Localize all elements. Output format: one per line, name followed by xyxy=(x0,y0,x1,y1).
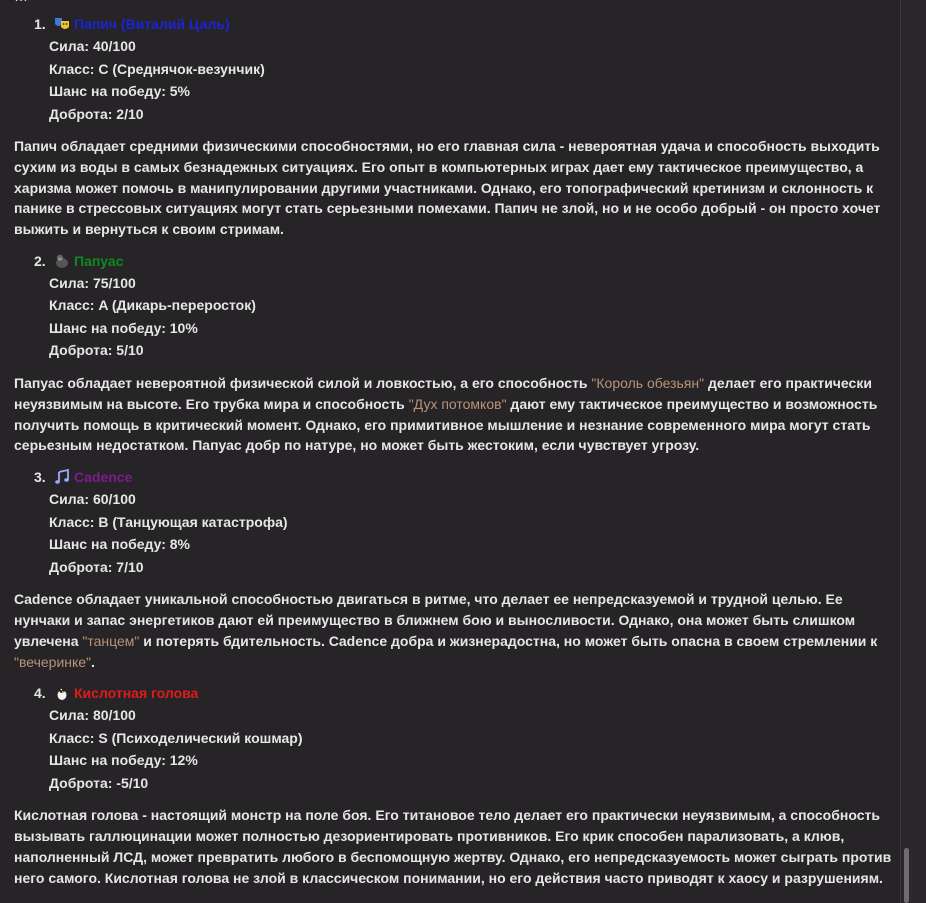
list-number: 1. xyxy=(34,16,46,32)
description-text: Папич обладает средними физическими способностями, но его главная сила - невероятная удача и способность выходить сухим из воды в самых безнадежных ситуациях. Его опыт в компьютерных играх дает ему тактическое преимущество, а харизма может помочь в манипулировании другими участниками. Однако, его топографический кретинизм и склонность к панике в стрессовых ситуациях могут стать серьезными помехами. Папич не злой, но и не особо добрый - он просто хочет выжить и вернуться к своим стримам. xyxy=(14,138,881,238)
clipped-intro-line xyxy=(14,0,894,3)
description-text: Cadence обладает уникальной способностью двигаться в ритме, что делает ее непредсказуемой и трудной целью. Ее нунчаки и запас энергетиков дают ей преимущество в ближнем бою и выносливости. Однако, она может быть слишком увлечена xyxy=(14,591,856,649)
quoted-ability: "вечеринке" xyxy=(14,653,92,670)
character-entry xyxy=(14,682,894,888)
theater-masks-icon xyxy=(52,16,72,32)
stat-line: Класс: C (Среднячок-везунчик) xyxy=(49,60,265,77)
scrollbar-thumb[interactable] xyxy=(904,848,909,903)
stat-line: Сила: 40/100 xyxy=(49,38,136,54)
character-description xyxy=(14,589,894,672)
description-text: дают ему тактическое преимущество и возможность получить помощь в критический момент. Однако, его примитивное мышление и незнание современного мира могут стать серьезным недостатком. Папуас добр по натуре, но может быть жестоким, если чувствует угрозу. xyxy=(14,395,878,454)
quoted-ability: "Дух потомков" xyxy=(408,395,507,412)
stat-line: Доброта: 2/10 xyxy=(49,105,144,122)
character-heading xyxy=(14,13,894,35)
character-list xyxy=(14,13,894,889)
character-name: Cadence xyxy=(74,469,133,486)
description-text: Кислотная голова - настоящий монстр на поле боя. Его титановое тело делает его практически неуязвимым, а способность вызывать галлюцинации может полностью дезориентировать противников. Его крик способен парализовать, а клюв, наполненный ЛСД, может превратить любого в беспомощную жертву. Однако, его непредсказуемость может сыграть против него самого. Кислотная голова не злой в классическом понимании, но его действия часто приводят к хаосу и разрушениям. xyxy=(14,807,892,886)
stat-line: Шанс на победу: 12% xyxy=(49,752,198,769)
stat-line: Доброта: 5/10 xyxy=(49,342,144,359)
gorilla-icon xyxy=(52,253,72,269)
stat-line: Шанс на победу: 10% xyxy=(49,319,198,336)
character-entry xyxy=(14,466,894,672)
character-stats xyxy=(14,35,894,125)
message-content xyxy=(14,0,894,889)
character-entry xyxy=(14,13,894,240)
description-text: и потерять бдительность. Cadence добра и жизнерадостна, но может быть опасна в своем стремлении к xyxy=(139,632,878,649)
stat-line: Сила: 80/100 xyxy=(49,707,136,724)
stat-line: Сила: 60/100 xyxy=(49,491,136,508)
quoted-ability: "танцем" xyxy=(82,632,140,649)
character-heading xyxy=(14,682,894,704)
character-entry xyxy=(14,250,894,456)
stat-line: Класс: A (Дикарь-переросток) xyxy=(49,297,256,314)
character-name: Папуас xyxy=(74,252,124,269)
character-description xyxy=(14,805,894,888)
bird-icon xyxy=(52,685,72,701)
music-note-icon xyxy=(52,469,72,485)
character-name: Папич (Виталий Цаль) xyxy=(74,16,230,32)
character-stats xyxy=(14,272,894,362)
stat-line: Сила: 75/100 xyxy=(49,274,136,291)
stat-line: Доброта: -5/10 xyxy=(49,774,149,791)
character-stats xyxy=(14,704,894,794)
vertical-scrollbar[interactable] xyxy=(900,0,926,903)
description-text: делает его практически неуязвимым на высоте. Его трубка мира и способность xyxy=(14,374,872,412)
stat-line: Шанс на победу: 5% xyxy=(49,83,191,99)
description-text: Папуас обладает невероятной физической силой и ловкостью, а его способность xyxy=(14,374,592,391)
quoted-ability: "Король обезьян" xyxy=(591,374,705,391)
list-number: 4. xyxy=(34,685,46,702)
character-stats xyxy=(14,488,894,578)
list-number: 3. xyxy=(34,469,46,486)
description-text: . xyxy=(91,653,95,670)
list-number: 2. xyxy=(34,252,46,269)
stat-line: Класс: S (Психоделический кошмар) xyxy=(49,729,303,746)
character-description xyxy=(14,373,894,456)
character-heading xyxy=(14,250,894,272)
stat-line: Шанс на победу: 8% xyxy=(49,536,191,553)
stat-line: Доброта: 7/10 xyxy=(49,558,144,575)
character-description xyxy=(14,136,894,240)
stat-line: Класс: B (Танцующая катастрофа) xyxy=(49,513,288,530)
character-heading xyxy=(14,466,894,488)
character-name: Кислотная голова xyxy=(74,685,199,702)
